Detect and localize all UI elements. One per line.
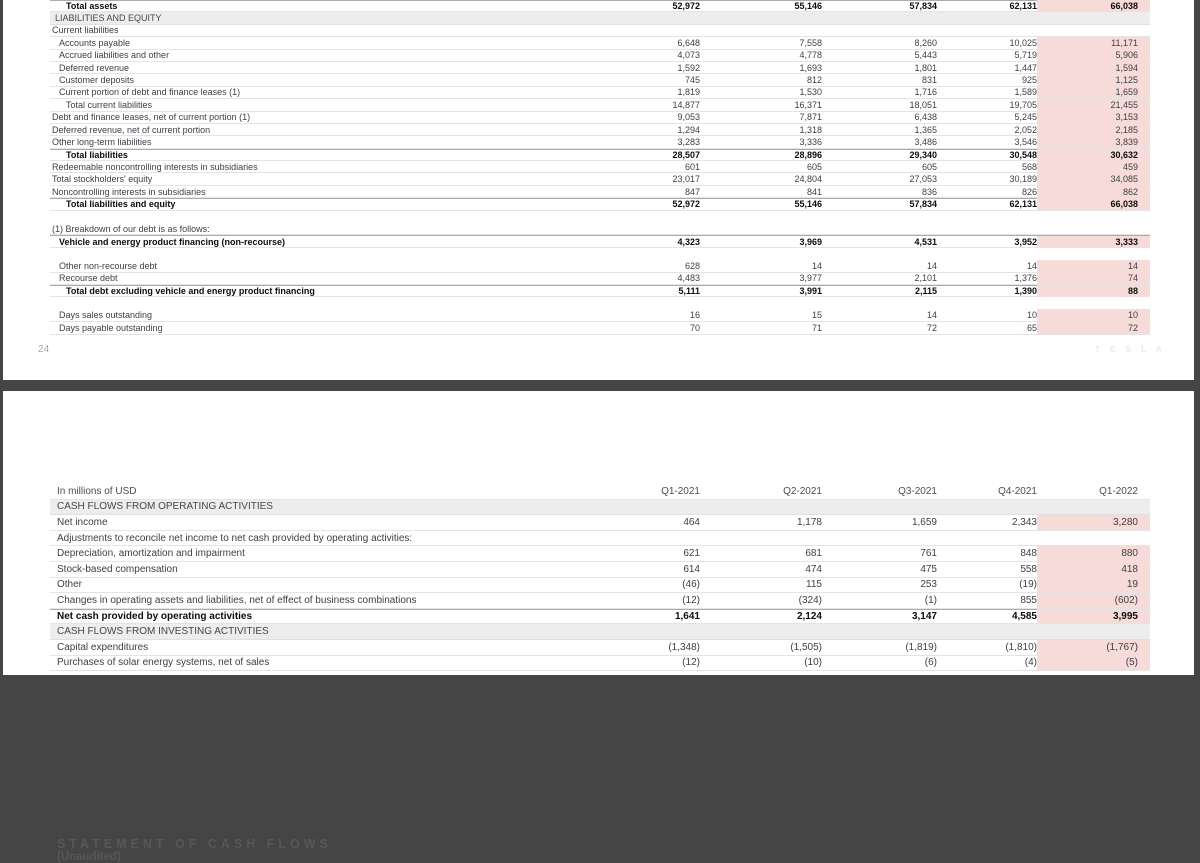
table-row	[50, 273, 1150, 285]
value-cell: 52,972	[672, 199, 700, 210]
table-row	[50, 198, 1150, 210]
table-row	[50, 161, 1150, 173]
value-cell: 21,455	[1037, 99, 1150, 111]
value-cell: 72	[926, 322, 937, 333]
column-header: Q1-2021	[661, 485, 700, 497]
value-cell: 28,896	[794, 149, 822, 160]
value-cell: 29,340	[909, 149, 937, 160]
value-cell: 4,073	[677, 50, 700, 61]
row-label: Total debt excluding vehicle and energy product financing	[66, 286, 315, 297]
table-row	[50, 562, 1150, 578]
value-cell: 6,648	[677, 37, 700, 48]
table-row	[50, 260, 1150, 272]
value-cell: 4,323	[677, 236, 700, 247]
table-row	[50, 37, 1150, 49]
value-cell: 3,486	[914, 137, 937, 147]
value-cell: 605	[806, 161, 822, 172]
value-cell: 16,371	[794, 99, 822, 110]
row-label: Adjustments to reconcile net income to net cash provided by operating activities:	[57, 532, 413, 544]
value-cell: 2,185	[1037, 124, 1150, 136]
value-cell: 27,053	[909, 174, 937, 185]
column-header: Q4-2021	[998, 485, 1037, 497]
value-cell: 745	[684, 75, 700, 86]
value-cell: 14	[811, 260, 822, 271]
column-header: Q1-2022	[1099, 485, 1138, 497]
section-row	[50, 500, 1150, 516]
value-cell: 3,969	[799, 236, 822, 247]
value-cell: 24,804	[794, 174, 822, 185]
value-cell: 30,632	[1037, 149, 1150, 161]
row-label: Days sales outstanding	[59, 310, 153, 321]
value-cell: 62,131	[1009, 1, 1037, 12]
row-label: (1) Breakdown of our debt is as follows:	[52, 223, 210, 234]
value-cell: 459	[1037, 161, 1150, 173]
value-cell: 614	[683, 563, 700, 575]
row-label: Current portion of debt and finance leases (1)	[59, 87, 241, 98]
value-cell: 826	[1021, 186, 1037, 197]
value-cell: (6)	[924, 657, 937, 669]
table-row	[50, 87, 1150, 99]
value-cell: (10)	[804, 657, 822, 669]
section-row	[50, 624, 1150, 640]
table-row	[50, 25, 1150, 37]
value-cell: 62,131	[1009, 199, 1037, 210]
value-cell: 3,839	[1037, 136, 1150, 148]
value-cell: 11,171	[1037, 37, 1150, 49]
value-cell: 15	[811, 310, 822, 321]
value-cell: 1,294	[677, 124, 700, 135]
value-cell: (324)	[798, 594, 822, 606]
column-header: Q3-2021	[898, 485, 937, 497]
value-cell: 2,115	[914, 286, 937, 297]
value-cell: 1,530	[799, 87, 822, 98]
table-row	[50, 74, 1150, 86]
value-cell: 3,977	[799, 273, 822, 284]
value-cell: 5,443	[914, 50, 937, 61]
table-row	[50, 0, 1150, 12]
row-label: Customer deposits	[59, 75, 135, 86]
value-cell: 19,705	[1009, 99, 1037, 110]
value-cell: 1,659	[1037, 86, 1150, 98]
value-cell: 862	[1037, 186, 1150, 198]
row-label: Current liabilities	[52, 25, 119, 36]
table-row	[50, 235, 1150, 247]
value-cell: 10	[1037, 309, 1150, 321]
value-cell: 4,531	[914, 236, 937, 247]
value-cell: 855	[1020, 594, 1037, 606]
value-cell: 3,991	[799, 286, 822, 297]
value-cell: 761	[920, 548, 937, 560]
balance-sheet-table	[50, 0, 1150, 335]
table-row	[50, 531, 1150, 547]
row-label: Total assets	[66, 1, 118, 12]
spacer-row	[50, 211, 1150, 223]
row-label: Accrued liabilities and other	[59, 50, 170, 61]
cash-flow-table	[50, 484, 1150, 671]
row-label: Deferred revenue, net of current portion	[52, 124, 211, 135]
row-label: Recourse debt	[59, 273, 118, 284]
value-cell: (4)	[1024, 657, 1037, 669]
value-cell: 8,260	[914, 37, 937, 48]
spacer-row	[50, 248, 1150, 260]
value-cell: 2,124	[796, 611, 822, 623]
value-cell: 3,333	[1037, 236, 1150, 248]
value-cell: (19)	[1019, 579, 1037, 591]
value-cell: 28,507	[672, 149, 700, 160]
row-label: Vehicle and energy product financing (non-recourse)	[59, 236, 286, 247]
value-cell: 1,318	[799, 124, 822, 135]
value-cell: 55,146	[794, 1, 822, 12]
row-label: Total liabilities	[66, 149, 128, 160]
row-label: Stock-based compensation	[57, 563, 178, 575]
value-cell: (5)	[1037, 655, 1150, 670]
row-label: Deferred revenue	[59, 62, 130, 73]
value-cell: 5,111	[678, 286, 700, 297]
value-cell: (46)	[682, 579, 700, 591]
table-row	[50, 136, 1150, 148]
value-cell: 1,659	[911, 516, 937, 528]
value-cell: 1,376	[1014, 273, 1037, 284]
value-cell: 4,778	[799, 50, 822, 61]
value-cell: 1,641	[674, 611, 700, 623]
value-cell: (1,505)	[790, 641, 822, 653]
value-cell: 14	[1037, 260, 1150, 272]
statement-title: STATEMENT OF CASH FLOWS	[57, 837, 332, 851]
value-cell: 1,125	[1037, 74, 1150, 86]
value-cell: 5,719	[1014, 50, 1037, 61]
value-cell: 30,189	[1009, 174, 1037, 185]
value-cell: 57,834	[909, 199, 937, 210]
value-cell: 66,038	[1037, 0, 1150, 12]
value-cell: 253	[920, 579, 937, 591]
value-cell: 418	[1037, 562, 1150, 577]
table-row	[50, 593, 1150, 609]
value-cell: 23,017	[672, 174, 700, 185]
value-cell: 71	[811, 322, 822, 333]
row-label: Redeemable noncontrolling interests in subsidiaries	[52, 161, 258, 172]
value-cell: 30,548	[1009, 149, 1037, 160]
value-cell: 3,280	[1037, 515, 1150, 530]
value-cell: 2,052	[1014, 124, 1037, 135]
value-cell: (1,348)	[668, 641, 700, 653]
table-row	[50, 223, 1150, 235]
value-cell: 3,336	[799, 137, 822, 147]
value-cell: 831	[921, 75, 937, 86]
table-row	[50, 62, 1150, 74]
row-label: Other non-recourse debt	[59, 260, 158, 271]
row-label: Total liabilities and equity	[66, 199, 176, 210]
table-row	[50, 186, 1150, 198]
value-cell: 812	[806, 75, 822, 86]
table-row	[50, 322, 1150, 334]
value-cell: 7,871	[799, 112, 822, 123]
value-cell: 841	[806, 186, 822, 197]
value-cell: 1,716	[914, 87, 937, 98]
value-cell: 1,447	[1014, 62, 1037, 73]
row-label: Other	[57, 579, 83, 591]
value-cell: 34,085	[1037, 173, 1150, 185]
row-label: Debt and finance leases, net of current portion (1)	[52, 112, 251, 123]
value-cell: 601	[684, 161, 700, 172]
value-cell: 2,101	[914, 273, 937, 284]
value-cell: 2,343	[1011, 516, 1037, 528]
value-cell: 14	[1026, 260, 1037, 271]
row-label: Other long-term liabilities	[52, 137, 152, 147]
value-cell: 57,834	[909, 1, 937, 12]
statement-subtitle: (Unaudited)	[57, 851, 121, 863]
value-cell: 848	[1020, 548, 1037, 560]
row-label: LIABILITIES AND EQUITY	[55, 13, 162, 24]
value-cell: 88	[1037, 285, 1150, 297]
table-row	[50, 546, 1150, 562]
page-2	[3, 391, 1194, 863]
table-row	[50, 656, 1150, 672]
value-cell: 1,178	[796, 516, 822, 528]
value-cell: 1,592	[677, 62, 700, 73]
spacer-row	[50, 297, 1150, 309]
value-cell: 55,146	[794, 199, 822, 210]
value-cell: 14	[926, 260, 937, 271]
table-row	[50, 112, 1150, 124]
value-cell: 5,245	[1014, 112, 1037, 123]
table-row	[50, 173, 1150, 185]
table-row	[50, 515, 1150, 531]
row-label: Total current liabilities	[66, 99, 153, 110]
value-cell: 16	[689, 310, 700, 321]
table-row	[50, 124, 1150, 136]
value-cell: 605	[921, 161, 937, 172]
value-cell: 18,051	[909, 99, 937, 110]
row-label: Days payable outstanding	[59, 322, 163, 333]
table-row	[50, 640, 1150, 656]
value-cell: 3,995	[1037, 609, 1150, 624]
tesla-logo: T E S L A	[1095, 345, 1166, 354]
table-row	[50, 578, 1150, 594]
value-cell: (12)	[682, 657, 700, 669]
value-cell: 1,801	[914, 62, 937, 73]
value-cell: 1,365	[914, 124, 937, 135]
value-cell: (1,767)	[1037, 640, 1150, 655]
value-cell: 475	[920, 563, 937, 575]
value-cell: 19	[1037, 577, 1150, 592]
row-label: Accounts payable	[59, 37, 131, 48]
value-cell: 558	[1020, 563, 1037, 575]
value-cell: 3,546	[1014, 137, 1037, 147]
value-cell: 66,038	[1037, 198, 1150, 210]
value-cell: 1,594	[1037, 62, 1150, 74]
value-cell: 4,585	[1011, 611, 1037, 623]
row-label: Net income	[57, 516, 108, 528]
row-label: Depreciation, amortization and impairment	[57, 548, 245, 560]
value-cell: 628	[684, 260, 700, 271]
page-1	[3, 0, 1194, 380]
table-row	[50, 99, 1150, 111]
row-label: Purchases of solar energy systems, net of sales	[57, 657, 270, 669]
value-cell: 568	[1021, 161, 1037, 172]
row-label: Total stockholders' equity	[52, 174, 153, 185]
table-row	[50, 285, 1150, 297]
column-header: Q2-2021	[783, 485, 822, 497]
value-cell: 52,972	[672, 1, 700, 12]
table-row	[50, 609, 1150, 625]
row-label: CASH FLOWS FROM OPERATING ACTIVITIES	[57, 501, 273, 513]
section-row	[50, 12, 1150, 24]
value-cell: 836	[921, 186, 937, 197]
table-row	[50, 149, 1150, 161]
value-cell: 474	[805, 563, 822, 575]
value-cell: 4,483	[677, 273, 700, 284]
value-cell: 621	[683, 548, 700, 560]
value-cell: 5,906	[1037, 49, 1150, 61]
value-cell: 14,877	[672, 99, 700, 110]
row-label: Noncontrolling interests in subsidiaries	[52, 186, 206, 197]
value-cell: 1,819	[677, 87, 700, 98]
value-cell: 1,390	[1014, 286, 1037, 297]
value-cell: 14	[926, 310, 937, 321]
table-row	[50, 310, 1150, 322]
value-cell: 7,558	[799, 37, 822, 48]
value-cell: 10,025	[1009, 37, 1037, 48]
value-cell: (12)	[682, 594, 700, 606]
row-label: Capital expenditures	[57, 641, 149, 653]
value-cell: (1)	[924, 594, 937, 606]
value-cell: (1,810)	[1005, 641, 1037, 653]
value-cell: 115	[806, 579, 822, 591]
value-cell: (1,819)	[905, 641, 937, 653]
value-cell: 925	[1021, 75, 1037, 86]
value-cell: 6,438	[914, 112, 937, 123]
value-cell: 3,153	[1037, 111, 1150, 123]
value-cell: 847	[684, 186, 700, 197]
table-row	[50, 50, 1150, 62]
value-cell: 3,147	[911, 611, 937, 623]
column-header-row	[50, 484, 1150, 500]
value-cell: 1,693	[799, 62, 822, 73]
row-label: CASH FLOWS FROM INVESTING ACTIVITIES	[57, 626, 269, 638]
value-cell: 74	[1037, 272, 1150, 284]
value-cell: 681	[805, 548, 822, 560]
value-cell: 9,053	[677, 112, 700, 123]
value-cell: 10	[1026, 310, 1037, 321]
value-cell: (602)	[1037, 593, 1150, 608]
row-label: Changes in operating assets and liabilities, net of effect of business combinations	[57, 594, 417, 606]
page-number: 24	[38, 344, 50, 355]
value-cell: 72	[1037, 322, 1150, 334]
value-cell: 1,589	[1014, 87, 1037, 98]
value-cell: 880	[1037, 546, 1150, 561]
row-label: In millions of USD	[57, 485, 137, 497]
value-cell: 70	[689, 322, 700, 333]
value-cell: 3,283	[677, 137, 700, 147]
value-cell: 3,952	[1014, 236, 1037, 247]
row-label: Net cash provided by operating activities	[57, 611, 253, 623]
value-cell: 464	[683, 516, 700, 528]
value-cell: 65	[1026, 322, 1037, 333]
